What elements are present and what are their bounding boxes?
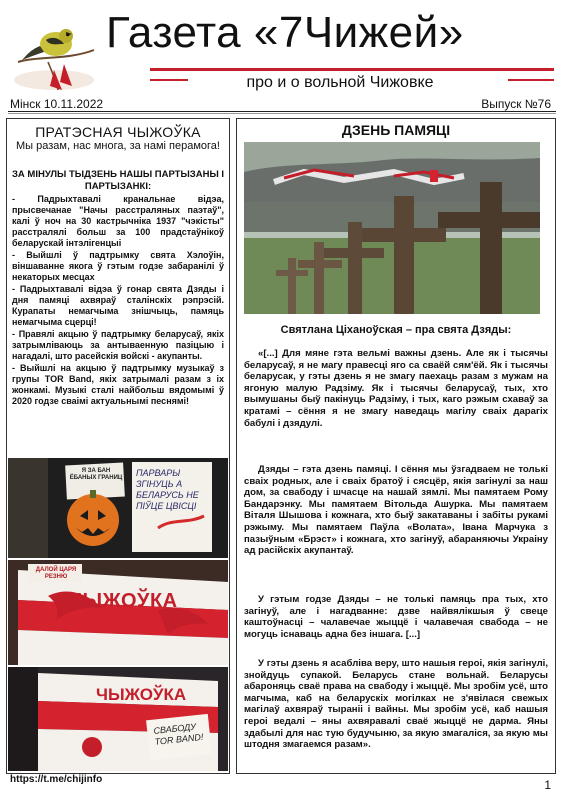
issue-number: Выпуск №76 [481,97,551,111]
paragraph-text: У гэтым годзе Дзяды – не толькі памяць пра тых, хто загінуў, але і нагадванне: дзве найвялікшыя ў свеце каштоўнасці – чалавечае жыццё і чалавечая свабода – не могуць існаваць адна без іншага. [...] [244,594,548,640]
article-paragraph [244,464,548,557]
article-paragraph [244,594,548,640]
photo-memorial-crosses [244,142,540,314]
flag-text: ЧЫЖОЎКА [68,590,178,612]
list-item: - Выйшлі на акцыю ў падтрымку музыкаў з групы TOR Band, якіх затрымалі разам з іх жонкамі. Музыкі сталі найбольш вядомымі ў 2020 годзе сваімі актуальнымі песнямі! [12,363,224,406]
title-underline [150,68,554,71]
sign-text: СВАБОДУ TOR BAND! [153,721,204,747]
city-date: Мінск 10.11.2022 [10,97,104,111]
header-divider [8,111,556,112]
newspaper-subtitle: про и о вольной Чижовке [246,74,434,91]
header-divider-thin [8,113,556,114]
paragraph-text: У гэты дзень я асабліва веру, што нашыя героі, якія загінулі, знойдуць супакой. Беларусь стане вольнай. Беларусы абароняць сваё права на свабоду і жыццё. Мы зробім усё, што магчыма, каб на беларускіх могілках не з'явілася свежых магілаў ахвяраў тыраніі і вайны. Мы зробім усё, каб нашыя героі ведалі – яны ахвяравалі сваё жыццё не дарма. Яны здабылі для нас тую будучыню, за якую змагаліся, за якую мы штодня змагаемся разам». [244,658,548,751]
list-item: - Падрыхтавалі відэа ў гонар свята Дзяды і дня памяці ахвяраў сталінскіх рэпрэсій. Курапаты немагчыма знішчыць, памяць немагчыма сцерці! [12,284,224,327]
article-heading: ДЗЕНЬ ПАМЯЦІ [341,122,451,138]
subtitle-rule-right [508,79,554,81]
list-item: - Падрыхтавалі кранальнае відэа, прысвечанае "Начы расстраляных паэтаў", калі ў ноч на 30 кастрычніка 1937 "чэкісты" расстралялі больш за 100 прадстаўнікоў беларускай інтэлігенцыі [12,194,224,248]
activity-list [12,194,224,408]
flag-text: ЧЫЖОЎКА [96,685,187,704]
sign-text: ДАЛОЙ ЦАРЯ РЕЗНЮ [35,567,77,580]
photo-halloween-protest [8,458,228,558]
newspaper-title: Газета «7Чижей» [106,8,464,57]
subtitle-rule-left [150,79,188,81]
bird-logo [8,6,100,96]
left-heading: ПРАТЭСНАЯ ЧЫЖОЎКА [35,124,201,140]
sign-text: Я ЗА БАН ЁБАНЫХ ГРАНИЦ [69,468,123,481]
photo-tor-band-support [8,667,228,771]
left-subheading: Мы разам, нас многа, за намі перамога! [16,140,220,152]
left-bold-heading: ЗА МІНУЛЫ ТЫДЗЕНЬ НАШЫ ПАРТЫЗАНЫ І ПАРТЫЗАНКІ: [11,169,225,192]
article-paragraph [244,348,548,429]
telegram-link[interactable]: https://t.me/chijinfo [10,774,103,785]
paragraph-text: Дзяды – гэта дзень памяці. І сёння мы ўзгадваем не толькі сваіх родных, але і сваіх братоў і сясцёр, якія загінулі за наш дом, за свабоду і шчасце на нашай зямлі. Мы памятаем Рому Бандарэнку. Мы памятаем Вітольда Ашурка. Мы памятаем Віталя Шышова і кожнага, хто быў закатаваны і забіты рукамі рэжыму. Мы памятаем Паўла «Волата», Івана Марчука з пазыўным «Брэст» і кожнага, хто загінуў, абараняючы Украіну ад расійскіх акупантаў. [244,464,548,557]
photo-chyzhouka-flag [8,560,228,665]
list-item: - Выйшлі ў падтрымку свята Хэлоўін, віншаванне якога ў гэтым годзе забаранілі ў некаторых месцах [12,250,224,282]
sign-text: ПАРВАРЫ ЗГІНУЦЬ А БЕЛАРУСЬ НЕ ПІЎЦЕ ЦВІСЦІ [136,468,199,511]
list-item: - Правялі акцыю ў падтрымку беларусаў, якіх затрымліваюць за антываенную пазіцыю і нагадалі, што расейскія войскі - акупанты. [12,329,224,361]
paragraph-text: «[...] Для мяне гэта вельмі важны дзень. Але як і тысячы беларусаў, я не магу правесці яго са сваёй сям'ёй. Як і тысячы беларусак, у гэты дзень я не змагу паехаць разам з мужам на ягоную малую Радзіму. Як і тысячы беларусаў, тых, хто вымушаны быў пакінуць Радзіму, і тых, каго рэжым схаваў за кратамі – сёння я не змагу наведаць магілу сваіх дарагіх бабулі і дзядулі. [244,348,548,429]
article-paragraph [244,658,548,751]
page-number: 1 [544,778,551,792]
article-author: Святлана Ціханоўская – пра свята Дзяды: [280,324,512,336]
